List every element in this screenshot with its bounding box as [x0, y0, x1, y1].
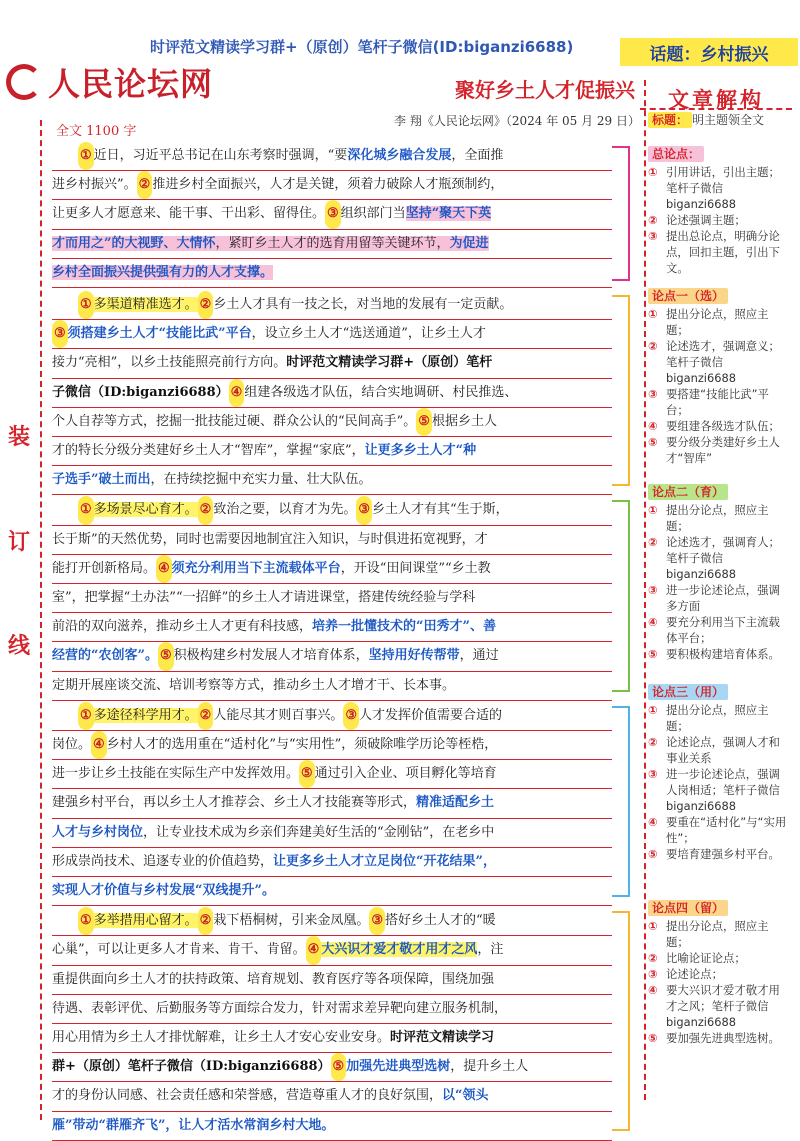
item-number: ② [648, 339, 658, 353]
text-run: 才而用之”的大视野、大情怀 [52, 235, 216, 251]
list-item [648, 646, 788, 662]
text-run: 为促进 [449, 235, 489, 251]
sidebar-section [648, 484, 788, 662]
sentence-number: ① [78, 702, 94, 730]
paragraph-line [52, 702, 612, 731]
text-run: 通过引入企业、项目孵化等培育 [314, 766, 497, 782]
paragraph-bracket [612, 911, 630, 1131]
text-run: 群+（原创）笔杆子微信（ID:biganzi6688） [52, 1059, 331, 1075]
section-items [648, 306, 788, 466]
paragraph-bracket [612, 500, 630, 691]
paragraph-line [52, 408, 612, 437]
item-text: 进一步论述论点，强调人岗相适；笔杆子微信 biganzi6688 [666, 767, 780, 813]
sidebar-title: 文章解构 [668, 87, 764, 112]
text-run: 形成崇尚技术、追逐专业的价值趋势， [52, 853, 274, 869]
section-items [648, 164, 788, 276]
item-number: ① [648, 165, 658, 179]
item-text: 论述论点，强调人才和事业关系 [666, 735, 780, 765]
item-number: ① [648, 503, 658, 517]
article-paragraph [52, 907, 612, 1141]
paragraph-line [52, 291, 612, 320]
top-banner: 时评范文精读学习群+（原创）笔杆子微信(ID:biganzi6688) [150, 38, 574, 56]
item-text: 比喻论证论点； [666, 951, 746, 965]
item-text: 引用讲话，引出主题；笔杆子微信 biganzi6688 [666, 165, 780, 211]
word-count: 全文 1100 字 [56, 124, 137, 139]
text-run: ，全面推 [451, 148, 504, 163]
sidebar-section [648, 900, 788, 1046]
list-item [648, 306, 788, 338]
sentence-number: ③ [343, 702, 359, 730]
paragraph-line [52, 995, 612, 1024]
sentence-number: ① [78, 142, 94, 170]
text-run: ，紧盯乡土人才的选育用留等关键环节， [215, 235, 450, 251]
item-number: ① [648, 307, 658, 321]
text-run: 定期开展座谈交流、培训考察等方式，推动乡土人才增才干、长本事。 [52, 677, 456, 693]
article-paragraph [52, 291, 612, 495]
logo-swirl-icon [6, 64, 42, 100]
text-run: ，注 [477, 942, 504, 958]
text-run: ，开设“田间课堂”“乡土教 [340, 560, 491, 576]
section-items [648, 702, 788, 862]
text-run: ，设立乡土人才“选送通道”，让乡土人才 [251, 326, 486, 342]
item-number: ③ [648, 767, 658, 781]
list-item [648, 614, 788, 646]
text-run: 能打开创新格局。 [52, 560, 157, 576]
item-number: ③ [648, 387, 658, 401]
text-run: 子微信（ID:biganzi6688） [52, 384, 229, 400]
text-run: 让更多乡土人才立足岗位“开花结果”， [273, 853, 496, 869]
text-run: 建强乡村平台，再以乡土人才推荐会、乡土人才技能赛等形式， [52, 795, 417, 811]
binding-label [6, 420, 32, 660]
site-logo [6, 60, 246, 104]
text-run: 乡村人才的选用重在“适村化”与“实用性”，须破除唯学历论等桎梏， [106, 736, 498, 752]
sentence-number: ① [78, 496, 94, 524]
text-run: 大兴识才爱才敬才用才之风 [321, 942, 478, 958]
text-run: 坚持用好传帮带 [368, 648, 460, 664]
item-number: ② [648, 735, 658, 749]
text-run: 人才与乡村岗位 [52, 824, 144, 840]
text-run: 近日，习近平总书记在山东考察时强调，“要 [93, 148, 348, 163]
text-run: 进乡村振兴”。 [52, 177, 137, 193]
section-inline-text: 明主题领全文 [692, 113, 765, 127]
item-text: 要积极构建培育体系。 [666, 647, 780, 661]
sentence-number: ⑤ [158, 642, 174, 670]
text-run: 精准适配乡土 [416, 795, 495, 811]
article-title: 聚好乡土人才促振兴 [455, 78, 635, 102]
sentence-number: ③ [369, 907, 385, 935]
paragraph-line [52, 789, 612, 818]
sentence-number: ④ [306, 936, 322, 964]
text-run: 培养一批懂技术的“田秀才”、善 [312, 619, 496, 635]
text-run: 实现人才价值与乡村发展“双线提升”。 [52, 882, 275, 898]
binding-char: 线 [7, 633, 30, 659]
item-text: 论述选才，强调育人；笔杆子微信 biganzi6688 [666, 535, 780, 581]
text-run: 才的身份认同感、社会责任感和荣誉感，营造尊重人才的良好氛围， [52, 1088, 443, 1104]
text-run: 积极构建乡村发展人才培育体系， [173, 648, 369, 664]
paragraph-line [52, 642, 612, 671]
list-item [648, 582, 788, 614]
item-number: ④ [648, 983, 658, 997]
paragraph-line [52, 437, 612, 466]
paragraph-line [52, 379, 612, 408]
text-run: 经营的“农创客”。 [52, 648, 158, 664]
article-paragraph [52, 702, 612, 906]
list-item [648, 966, 788, 982]
paragraph-line [52, 731, 612, 760]
item-text: 提出分论点，照应主题； [666, 503, 769, 533]
sidebar-section [648, 112, 788, 128]
text-run: 乡村全面振兴提供强有力的人才支撑。 [52, 264, 274, 280]
paragraph-line [52, 936, 612, 965]
item-number: ④ [648, 419, 658, 433]
text-run: 搭好乡土人才的“暖 [385, 913, 496, 929]
section-heading: 论点二（育） [648, 484, 728, 500]
text-run: 组建各级选才队伍，结合实地调研、村民推选、 [244, 384, 518, 400]
list-item [648, 1030, 788, 1046]
article-byline: 李 翔《人民论坛网》（2024 年 05 月 29 日） [394, 114, 640, 128]
list-item [648, 164, 788, 212]
list-item [648, 212, 788, 228]
item-number: ⑤ [648, 435, 658, 449]
text-run: 组织部门当 [340, 206, 406, 222]
text-run: 须搭建乡土人才“技能比武”平台 [67, 326, 252, 342]
sentence-number: ② [198, 291, 214, 319]
list-item [648, 734, 788, 766]
paragraph-line [52, 819, 612, 848]
item-number: ② [648, 535, 658, 549]
text-run: 多途径科学用才。 [93, 707, 198, 723]
list-item [648, 846, 788, 862]
list-item [648, 418, 788, 434]
paragraph-line [52, 259, 612, 288]
sentence-number: ④ [229, 379, 245, 407]
sentence-number: ④ [156, 555, 172, 583]
paragraph-line [52, 496, 612, 525]
item-text: 要大兴识才爱才敬才用才之风；笔杆子微信 biganzi6688 [666, 983, 780, 1029]
list-item [648, 918, 788, 950]
text-run: 根据乡土人 [431, 413, 497, 429]
sentence-number: ④ [91, 731, 107, 759]
paragraph-line [52, 171, 612, 200]
list-item [648, 228, 788, 276]
text-run: 子选手”破土而出 [52, 472, 151, 488]
item-text: 要分级分类建好乡土人才“智库” [666, 435, 780, 465]
text-run: 接力“亮相”，以乡土技能照亮前行方向。 [52, 355, 287, 371]
section-items [648, 918, 788, 1046]
paragraph-line [52, 142, 612, 171]
sidebar-section [648, 288, 788, 466]
paragraph-line [52, 613, 612, 642]
sidebar-section [648, 146, 788, 276]
paragraph-line [52, 200, 612, 229]
topic-badge: 话题：乡村振兴 [620, 38, 798, 66]
item-text: 要重在“适村化”与“实用性”； [666, 815, 787, 845]
item-number: ③ [648, 967, 658, 981]
text-run: 用心用情为乡土人才排忧解难，让乡土人才安心安业安身。 [52, 1029, 391, 1045]
text-run: 人能尽其才则百事兴。 [213, 707, 344, 723]
list-item [648, 982, 788, 1030]
text-run: 才的特长分级分类建好乡土人才“智库”，掌握“家底”， [52, 442, 365, 458]
text-run: 乡土人才具有一技之长，对当地的发展有一定贡献。 [213, 297, 513, 312]
article-paragraph [52, 496, 612, 700]
section-items [648, 502, 788, 662]
section-heading: 标题： [648, 112, 692, 128]
item-number: ⑤ [648, 647, 658, 661]
text-run: 长于斯”的天然优势，同时也需要因地制宜注入知识，与时俱进拓宽视野，才 [52, 531, 488, 547]
text-run: 深化城乡融合发展 [347, 148, 452, 163]
item-text: 提出分论点，照应主题； [666, 919, 769, 949]
text-run: 雁”带动“群雁齐飞”，让人才活水常润乡村大地。 [52, 1117, 335, 1133]
text-run: 致治之要，以育才为先。 [213, 502, 357, 518]
text-run: 推进乡村全面振兴，人才是关键，须着力破除人才瓶颈制约， [152, 177, 504, 193]
text-run: 重提供面向乡土人才的扶持政策、培育规划、教育医疗等各项保障，围绕加强 [52, 971, 495, 987]
item-number: ⑤ [648, 1031, 658, 1045]
list-item [648, 338, 788, 386]
text-run: 乡土人才有其“生于斯， [372, 502, 509, 518]
paragraph-line [52, 555, 612, 584]
paragraph-line [52, 848, 612, 877]
text-run: 岗位。 [52, 736, 92, 752]
text-run: 待遇、表彰评优、后勤服务等方面综合发力，针对需求差异靶向建立服务机制， [52, 1000, 508, 1016]
sentence-number: ② [198, 496, 214, 524]
sentence-number: ③ [52, 320, 68, 348]
item-text: 要搭建“技能比武”平台； [666, 387, 769, 417]
sentence-number: ③ [325, 200, 341, 228]
text-run: 须充分利用当下主流载体平台 [171, 560, 341, 576]
sentence-number: ① [78, 907, 94, 935]
section-heading: 论点三（用） [648, 684, 728, 700]
paragraph-line [52, 584, 612, 613]
list-item [648, 534, 788, 582]
item-number: ④ [648, 815, 658, 829]
sidebar-section [648, 684, 788, 862]
paragraph-line [52, 1082, 612, 1111]
list-item [648, 814, 788, 846]
text-run: 加强先进典型选树 [346, 1059, 451, 1075]
sidebar-dash-border [644, 80, 646, 1100]
paragraph-line [52, 877, 612, 906]
paragraph-line [52, 349, 612, 378]
text-run: ，通过 [459, 648, 499, 664]
item-number: ① [648, 703, 658, 717]
paragraph-bracket [612, 295, 630, 486]
section-heading: 论点一（选） [648, 288, 728, 304]
text-run: 让更多人才愿意来、能干事、干出彩、留得住。 [52, 206, 326, 222]
paragraph-line [52, 907, 612, 936]
item-number: ⑤ [648, 847, 658, 861]
text-run: 时评范文精读学习 [390, 1029, 495, 1045]
paragraph-line [52, 320, 612, 349]
text-run: 多场景尽心育才。 [93, 502, 198, 518]
text-run: 栽下梧桐树，引来金凤凰。 [213, 913, 370, 929]
paragraph-line [52, 1024, 612, 1053]
text-run: 让更多乡土人才“种 [364, 442, 477, 458]
item-number: ④ [648, 615, 658, 629]
list-item [648, 950, 788, 966]
item-text: 要组建各级选才队伍； [666, 419, 780, 433]
text-run: 室”，把掌握“土办法”“一招鲜”的乡土人才请进课堂，搭建传统经验与学科 [52, 589, 476, 605]
text-run: ，让专业技术成为乡亲们奔建美好生活的“金刚钻”，在老乡中 [143, 824, 495, 840]
item-text: 提出总论点，明确分论点，回扣主题，引出下文。 [666, 229, 780, 275]
sentence-number: ① [78, 291, 94, 319]
paragraph-line [52, 466, 612, 495]
text-run: 个人自荐等方式，挖掘一批技能过硬、群众公认的“民间高手”。 [52, 413, 417, 429]
item-text: 提出分论点，照应主题； [666, 307, 769, 337]
paragraph-bracket [612, 706, 630, 897]
paragraph-bracket [612, 146, 630, 281]
section-heading: 总论点： [648, 146, 704, 162]
list-item [648, 386, 788, 418]
text-run: 进一步让乡土技能在实际生产中发挥效用。 [52, 766, 300, 782]
text-run: 以“领头 [442, 1088, 489, 1104]
binding-dash-line [40, 120, 42, 1120]
sentence-number: ⑤ [299, 760, 315, 788]
logo-text: 人民论坛网 [48, 65, 214, 103]
binding-char: 装 [7, 424, 30, 450]
item-number: ① [648, 919, 658, 933]
paragraph-line [52, 526, 612, 555]
item-text: 要培育建强乡村平台。 [666, 847, 780, 861]
item-text: 论述强调主题； [666, 213, 746, 227]
item-number: ② [648, 951, 658, 965]
sentence-number: ② [198, 702, 214, 730]
sentence-number: ⑤ [416, 408, 432, 436]
item-number: ③ [648, 229, 658, 243]
item-text: 论述论点； [666, 967, 723, 981]
article-paragraph [52, 142, 612, 288]
list-item [648, 434, 788, 466]
text-run: ，提升乡土人 [450, 1059, 529, 1075]
item-number: ③ [648, 583, 658, 597]
paragraph-line [52, 230, 612, 259]
paragraph-line [52, 966, 612, 995]
text-run: ，在持续挖掘中充实力量、壮大队伍。 [150, 472, 372, 488]
list-item [648, 502, 788, 534]
item-text: 要充分利用当下主流载体平台； [666, 615, 780, 645]
text-run: 人才发挥价值需要合适的 [359, 707, 503, 723]
list-item [648, 766, 788, 814]
paragraph-line [52, 1112, 612, 1141]
sentence-number: ③ [356, 496, 372, 524]
text-run: 时评范文精读学习群+（原创）笔杆 [286, 355, 493, 371]
sidebar-title-rule [640, 108, 792, 110]
paragraph-line [52, 1053, 612, 1082]
text-run: 心巢”，可以让更多人才肯来、肯干、肯留。 [52, 942, 306, 958]
item-text: 论述选才，强调意义；笔杆子微信 biganzi6688 [666, 339, 780, 385]
text-run: 多举措用心留才。 [93, 913, 198, 929]
item-text: 进一步论述论点，强调多方面 [666, 583, 780, 613]
section-heading: 论点四（留） [648, 900, 728, 916]
text-run: 坚持“聚天下英 [405, 206, 492, 222]
text-run: 前沿的双向滋养，推动乡土人才更有科技感， [52, 619, 313, 635]
sentence-number: ② [137, 171, 153, 199]
text-run: 多渠道精准选才。 [93, 297, 198, 312]
sentence-number: ② [198, 907, 214, 935]
binding-char: 订 [7, 528, 30, 555]
item-text: 要加强先进典型选树。 [666, 1031, 780, 1045]
sentence-number: ⑤ [331, 1053, 347, 1081]
list-item [648, 702, 788, 734]
paragraph-line [52, 672, 612, 701]
item-number: ② [648, 213, 658, 227]
paragraph-line [52, 760, 612, 789]
item-text: 提出分论点，照应主题； [666, 703, 769, 733]
